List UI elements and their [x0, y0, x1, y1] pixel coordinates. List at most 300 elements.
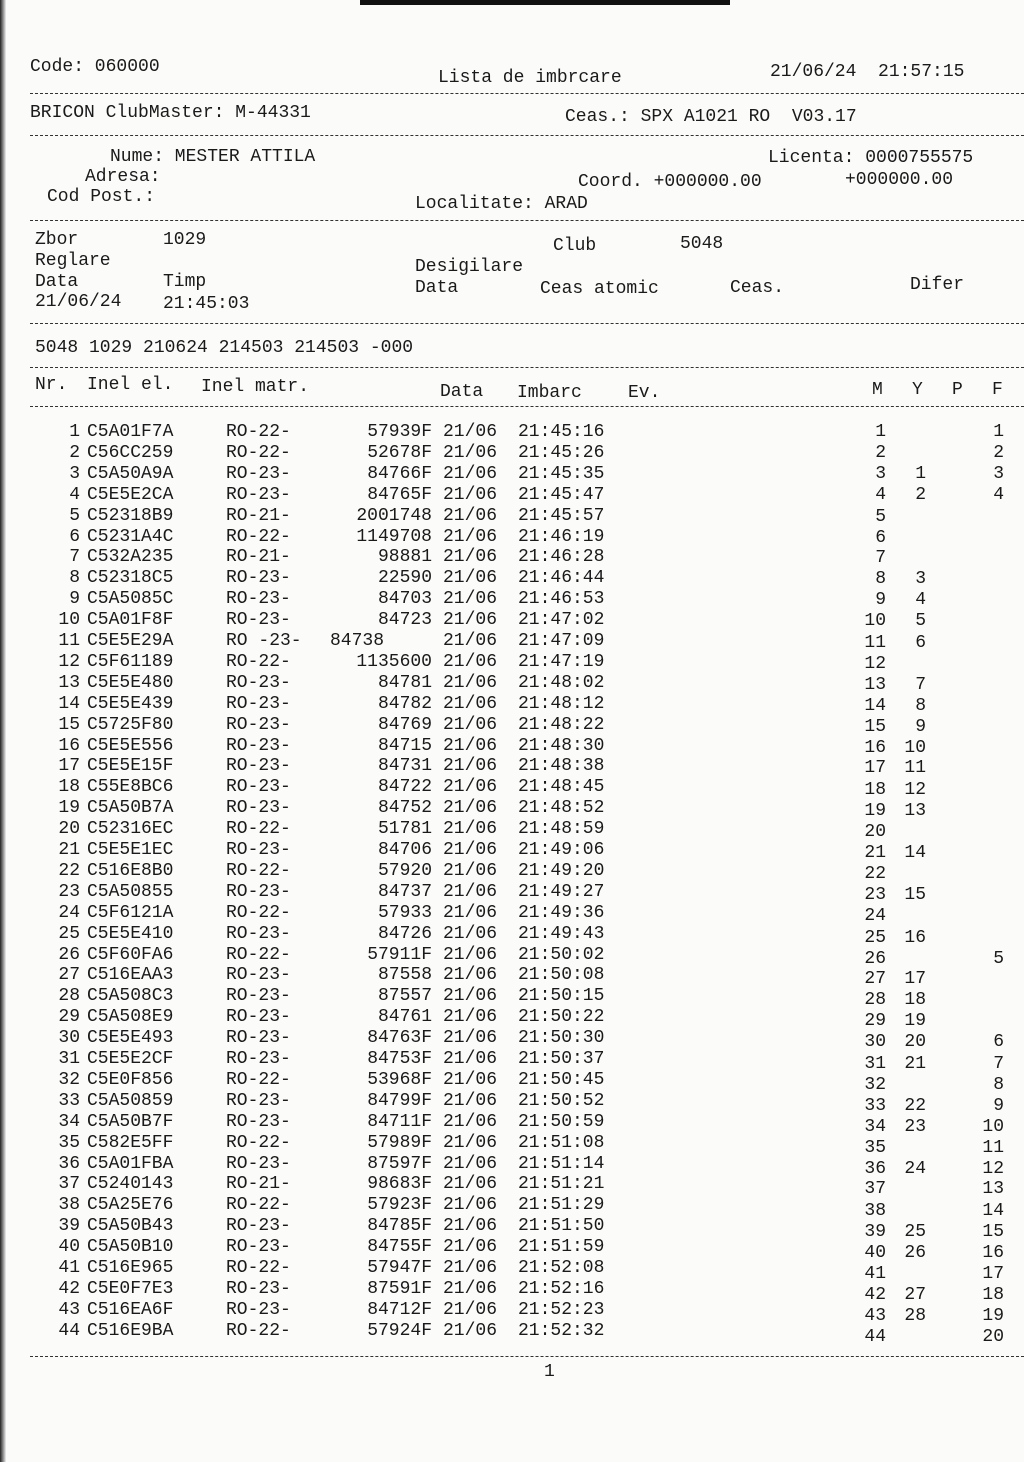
row-nr: 35 — [58, 1132, 80, 1153]
rank-f: 1 — [993, 422, 1004, 442]
ring-number: 84715 — [377, 735, 432, 756]
arrival-time: 21:49:27 — [518, 881, 605, 902]
arrival-date: 21/06 — [443, 1069, 498, 1090]
table-row — [0, 798, 1024, 822]
table-row — [0, 485, 1024, 505]
ring-number: 57911F — [367, 944, 432, 965]
ring-number: 84712F — [367, 1299, 432, 1320]
rank-m: 9 — [875, 590, 886, 611]
arrival-time: 21:50:37 — [518, 1049, 605, 1069]
table-row — [0, 1320, 1024, 1347]
arrival-date: 21/06 — [443, 442, 498, 463]
arrival-date: 21/06 — [443, 860, 498, 881]
clock-label: Ceas. — [730, 278, 785, 298]
row-nr: 4 — [69, 484, 80, 505]
table-row — [0, 777, 1024, 801]
arrival-time: 21:52:32 — [518, 1320, 605, 1341]
arrival-date: 21/06 — [443, 672, 498, 693]
ring-electronic: C5E5E29A — [87, 631, 174, 651]
col-imbarc: Imbarc — [517, 383, 582, 403]
ring-electronic: C5E5E556 — [87, 735, 174, 756]
arrival-date: 21/06 — [443, 1174, 498, 1195]
ring-prefix: RO-23- — [226, 965, 291, 986]
table-row — [0, 1153, 1024, 1179]
table-row — [0, 527, 1024, 547]
row-nr: 29 — [58, 1007, 80, 1028]
ring-number: 84763F — [367, 1028, 432, 1049]
arrival-time: 21:49:06 — [518, 840, 605, 860]
rank-m: 6 — [875, 527, 886, 548]
ring-electronic: C5E5E15F — [87, 756, 174, 777]
rank-m: 14 — [864, 695, 886, 716]
arrival-time: 21:48:38 — [518, 756, 605, 777]
rank-m: 38 — [864, 1201, 886, 1222]
arrival-time: 21:50:52 — [518, 1090, 605, 1111]
table-row — [0, 965, 1024, 990]
rank-m: 19 — [864, 801, 886, 822]
row-nr: 12 — [58, 651, 80, 672]
summary-line: 5048 1029 210624 214503 214503 -000 — [35, 338, 414, 358]
row-nr: 5 — [69, 505, 80, 526]
divider — [30, 135, 1024, 136]
col-p: P — [952, 380, 963, 400]
rank-m: 39 — [864, 1222, 886, 1243]
rank-y: 13 — [904, 801, 926, 822]
postal-code-label: Cod Post.: — [47, 187, 156, 207]
ring-number: 53968F — [367, 1069, 432, 1090]
rank-f: 16 — [982, 1243, 1004, 1264]
arrival-time: 21:50:59 — [518, 1111, 605, 1132]
ring-number: 51781 — [377, 819, 432, 840]
atomic-clock-label: Ceas atomic — [540, 279, 659, 299]
rank-m: 44 — [864, 1326, 886, 1347]
row-nr: 14 — [58, 693, 80, 714]
table-row — [0, 1111, 1024, 1137]
row-nr: 42 — [58, 1278, 80, 1299]
rank-m: 16 — [864, 737, 886, 758]
table-row — [0, 464, 1024, 484]
clubmaster: BRICON ClubMaster: M-44331 — [30, 103, 311, 123]
rank-y: 17 — [904, 969, 926, 990]
ring-number: 84755F — [367, 1237, 432, 1258]
ring-electronic: C5F61189 — [87, 651, 174, 672]
arrival-time: 21:48:22 — [518, 714, 605, 735]
ring-prefix: RO-23- — [226, 1153, 291, 1174]
ring-prefix: RO-23- — [226, 840, 291, 860]
date-label: Data — [35, 272, 79, 292]
arrival-date: 21/06 — [443, 1049, 498, 1069]
rank-y: 3 — [915, 569, 926, 590]
ring-prefix: RO-21- — [226, 547, 291, 568]
ring-electronic: C516EAA3 — [87, 965, 174, 986]
arrival-date: 21/06 — [443, 526, 498, 547]
ring-number: 2001748 — [356, 505, 432, 526]
arrival-time: 21:47:02 — [518, 610, 605, 631]
ring-number: 57939F — [367, 422, 432, 442]
ring-number: 57923F — [367, 1195, 432, 1216]
arrival-date: 21/06 — [443, 1299, 498, 1320]
ring-electronic: C5A01F7A — [87, 422, 174, 442]
rank-m: 21 — [864, 843, 886, 863]
ring-electronic: C5A50859 — [87, 1090, 174, 1111]
row-nr: 6 — [69, 526, 80, 547]
ring-prefix: RO-23- — [226, 610, 291, 631]
ring-electronic: C5A508E9 — [87, 1007, 174, 1028]
rank-y: 10 — [904, 737, 926, 758]
ring-prefix: RO-23- — [226, 986, 291, 1007]
rank-y: 28 — [904, 1305, 926, 1326]
rank-f: 8 — [993, 1074, 1004, 1095]
rank-m: 27 — [864, 969, 886, 990]
ring-prefix: RO-23- — [226, 923, 291, 944]
ring-prefix: RO-22- — [226, 902, 291, 923]
row-nr: 17 — [58, 756, 80, 777]
table-row — [0, 840, 1024, 863]
row-nr: 13 — [58, 672, 80, 693]
row-nr: 22 — [58, 860, 80, 881]
arrival-time: 21:50:08 — [518, 965, 605, 986]
ring-number: 52678F — [367, 442, 432, 463]
table-row — [0, 610, 1024, 630]
ring-electronic: C516E965 — [87, 1258, 174, 1278]
table-row — [0, 736, 1024, 756]
ring-electronic: C5E0F856 — [87, 1069, 174, 1090]
ring-electronic: C5A50855 — [87, 881, 174, 902]
table-row — [0, 944, 1024, 969]
ring-electronic: C5A508C3 — [87, 986, 174, 1007]
arrival-date: 21/06 — [443, 798, 498, 819]
row-nr: 39 — [58, 1216, 80, 1237]
ring-number: 87557 — [377, 986, 432, 1007]
ring-number: 87597F — [367, 1153, 432, 1174]
row-nr: 2 — [69, 442, 80, 463]
arrival-time: 21:48:45 — [518, 777, 605, 798]
rank-m: 12 — [864, 653, 886, 674]
rank-y: 25 — [904, 1222, 926, 1243]
arrival-date: 21/06 — [443, 610, 498, 631]
rank-f: 7 — [993, 1054, 1004, 1074]
ring-number: 87558 — [377, 965, 432, 986]
club-label: Club — [553, 236, 597, 256]
rank-y: 4 — [915, 590, 926, 611]
ring-electronic: C582E5FF — [87, 1132, 174, 1153]
table-row — [0, 652, 1024, 672]
col-y: Y — [912, 380, 923, 400]
flight-number: 1029 — [163, 230, 207, 250]
rank-f: 2 — [993, 442, 1004, 463]
rank-m: 43 — [864, 1305, 886, 1326]
rank-m: 34 — [864, 1116, 886, 1137]
rank-y: 7 — [915, 674, 926, 695]
arrival-time: 21:45:26 — [518, 442, 605, 463]
row-nr: 20 — [58, 819, 80, 840]
arrival-date: 21/06 — [443, 422, 498, 442]
ring-number: 84753F — [367, 1049, 432, 1069]
ring-prefix: RO-23- — [226, 1049, 291, 1069]
ring-prefix: RO-23- — [226, 693, 291, 714]
ring-prefix: RO-22- — [226, 944, 291, 965]
row-nr: 26 — [58, 944, 80, 965]
table-row — [0, 673, 1024, 693]
row-nr: 33 — [58, 1090, 80, 1111]
ring-prefix: RO-23- — [226, 568, 291, 589]
col-nr: Nr. — [35, 375, 68, 395]
coordinates-2: +000000.00 — [845, 170, 954, 190]
rank-m: 17 — [864, 758, 886, 779]
ring-prefix: RO-23- — [226, 1111, 291, 1132]
table-row — [0, 860, 1024, 884]
rank-y: 26 — [904, 1243, 926, 1264]
arrival-date: 21/06 — [443, 631, 498, 651]
table-row — [0, 1090, 1024, 1116]
rank-f: 12 — [982, 1158, 1004, 1179]
ring-electronic: C52316EC — [87, 819, 174, 840]
rank-m: 41 — [864, 1264, 886, 1284]
arrival-time: 21:51:08 — [518, 1132, 605, 1153]
rank-f: 10 — [982, 1116, 1004, 1137]
rank-y: 27 — [904, 1284, 926, 1305]
ring-electronic: C532A235 — [87, 547, 174, 568]
row-nr: 15 — [58, 714, 80, 735]
table-row — [0, 1278, 1024, 1305]
ring-prefix: RO-23- — [226, 1278, 291, 1299]
rank-y: 16 — [904, 927, 926, 948]
rank-m: 25 — [864, 927, 886, 948]
rank-m: 11 — [864, 633, 886, 653]
ring-number: 57933 — [377, 902, 432, 923]
row-nr: 27 — [58, 965, 80, 986]
rank-y: 15 — [904, 884, 926, 905]
rank-f: 14 — [982, 1201, 1004, 1222]
ring-prefix: RO-23- — [226, 672, 291, 693]
rank-f: 13 — [982, 1179, 1004, 1200]
rank-m: 5 — [875, 506, 886, 527]
rank-y: 19 — [904, 1011, 926, 1032]
ring-electronic: C56CC259 — [87, 442, 174, 463]
rank-f: 5 — [993, 948, 1004, 969]
ring-prefix: RO-23- — [226, 1299, 291, 1320]
ring-number: 84752 — [377, 798, 432, 819]
rank-y: 21 — [904, 1054, 926, 1074]
ring-electronic: C5240143 — [87, 1174, 174, 1195]
page-title: Lista de imbrcare — [438, 68, 622, 88]
row-nr: 32 — [58, 1069, 80, 1090]
rank-f: 3 — [993, 463, 1004, 484]
ring-electronic: C5A50B10 — [87, 1237, 174, 1258]
arrival-time: 21:51:14 — [518, 1153, 605, 1174]
arrival-date: 21/06 — [443, 881, 498, 902]
arrival-date: 21/06 — [443, 1216, 498, 1237]
print-datetime: 21/06/24 21:57:15 — [770, 62, 965, 82]
rank-m: 33 — [864, 1095, 886, 1116]
table-row — [0, 1195, 1024, 1222]
unsealing-label: Desigilare — [415, 257, 524, 277]
rank-m: 42 — [864, 1284, 886, 1305]
ring-prefix: RO-22- — [226, 1320, 291, 1341]
rank-f: 17 — [982, 1264, 1004, 1284]
ring-prefix: RO-22- — [226, 1195, 291, 1216]
arrival-time: 21:49:43 — [518, 923, 605, 944]
ring-electronic: C5A50B43 — [87, 1216, 174, 1237]
ring-prefix: RO-22- — [226, 1258, 291, 1278]
arrival-date: 21/06 — [443, 568, 498, 589]
rank-y: 18 — [904, 990, 926, 1011]
table-row — [0, 1132, 1024, 1158]
ring-prefix: RO -23- — [226, 631, 302, 651]
ring-prefix: RO-23- — [226, 1237, 291, 1258]
rank-f: 6 — [993, 1032, 1004, 1053]
row-nr: 41 — [58, 1258, 80, 1278]
row-nr: 1 — [69, 422, 80, 442]
table-row — [0, 923, 1024, 948]
divider — [30, 1356, 1024, 1357]
table-row — [0, 568, 1024, 588]
ring-electronic: C5E5E439 — [87, 693, 174, 714]
rank-f: 11 — [982, 1137, 1004, 1158]
arrival-time: 21:51:59 — [518, 1237, 605, 1258]
ring-number: 84765F — [367, 484, 432, 505]
ring-number: 84766F — [367, 463, 432, 484]
ring-number: 84723 — [377, 610, 432, 631]
table-row — [0, 715, 1024, 735]
arrival-date: 21/06 — [443, 505, 498, 526]
row-nr: 19 — [58, 798, 80, 819]
arrival-time: 21:50:22 — [518, 1007, 605, 1028]
setting-date: 21/06/24 — [35, 292, 122, 312]
rank-m: 30 — [864, 1032, 886, 1053]
row-nr: 10 — [58, 610, 80, 631]
arrival-date: 21/06 — [443, 693, 498, 714]
arrival-time: 21:48:12 — [518, 693, 605, 714]
table-row — [0, 631, 1024, 651]
table-row — [0, 902, 1024, 926]
ring-prefix: RO-22- — [226, 651, 291, 672]
rank-f: 18 — [982, 1284, 1004, 1305]
rank-y: 5 — [915, 611, 926, 632]
row-nr: 7 — [69, 547, 80, 568]
setting-label: Reglare — [35, 251, 111, 271]
rank-m: 3 — [875, 463, 886, 484]
table-row — [0, 1174, 1024, 1200]
arrival-time: 21:51:50 — [518, 1216, 605, 1237]
row-nr: 34 — [58, 1111, 80, 1132]
ring-electronic: C55E8BC6 — [87, 777, 174, 798]
arrival-date: 21/06 — [443, 1258, 498, 1278]
arrival-time: 21:51:21 — [518, 1174, 605, 1195]
ring-number: 1135600 — [356, 651, 432, 672]
arrival-date: 21/06 — [443, 965, 498, 986]
ring-electronic: C516E8B0 — [87, 860, 174, 881]
rank-m: 26 — [864, 948, 886, 969]
ring-electronic: C5A5085C — [87, 589, 174, 610]
arrival-date: 21/06 — [443, 484, 498, 505]
ring-number: 57924F — [367, 1320, 432, 1341]
ring-electronic: C5E5E2CF — [87, 1049, 174, 1069]
rank-f: 15 — [982, 1222, 1004, 1243]
club-number: 5048 — [680, 234, 724, 254]
arrival-time: 21:50:15 — [518, 986, 605, 1007]
arrival-time: 21:46:53 — [518, 589, 605, 610]
row-nr: 8 — [69, 568, 80, 589]
ring-prefix: RO-22- — [226, 860, 291, 881]
rank-m: 22 — [864, 863, 886, 884]
ring-electronic: C52318C5 — [87, 568, 174, 589]
row-nr: 9 — [69, 589, 80, 610]
ring-prefix: RO-23- — [226, 777, 291, 798]
arrival-date: 21/06 — [443, 714, 498, 735]
ring-prefix: RO-21- — [226, 1174, 291, 1195]
ring-prefix: RO-23- — [226, 463, 291, 484]
table-row — [0, 881, 1024, 905]
row-nr: 40 — [58, 1237, 80, 1258]
rank-m: 40 — [864, 1243, 886, 1264]
arrival-date: 21/06 — [443, 589, 498, 610]
divider — [30, 323, 1024, 324]
row-nr: 23 — [58, 881, 80, 902]
table-row — [0, 756, 1024, 779]
arrival-time: 21:48:30 — [518, 735, 605, 756]
col-inel-matr: Inel matr. — [201, 377, 310, 397]
ring-number: 57989F — [367, 1132, 432, 1153]
table-row — [0, 1069, 1024, 1095]
rank-m: 8 — [875, 569, 886, 590]
ring-electronic: C5E5E2CA — [87, 484, 174, 505]
address-label: Adresa: — [85, 167, 161, 187]
arrival-date: 21/06 — [443, 1111, 498, 1132]
date-label-2: Data — [415, 278, 459, 298]
arrival-time: 21:51:29 — [518, 1195, 605, 1216]
arrival-time: 21:52:16 — [518, 1278, 605, 1299]
ring-prefix: RO-22- — [226, 442, 291, 463]
ring-prefix: RO-21- — [226, 505, 291, 526]
ring-prefix: RO-23- — [226, 756, 291, 777]
rank-m: 35 — [864, 1137, 886, 1158]
rank-m: 36 — [864, 1158, 886, 1179]
table-row — [0, 506, 1024, 526]
ring-number: 84761 — [377, 1007, 432, 1028]
rank-y: 9 — [915, 716, 926, 737]
rank-y: 1 — [915, 463, 926, 484]
rank-y: 8 — [915, 695, 926, 716]
ring-electronic: C516EA6F — [87, 1299, 174, 1320]
rank-m: 13 — [864, 674, 886, 695]
rank-y: 24 — [904, 1158, 926, 1179]
locality: Localitate: ARAD — [415, 194, 588, 214]
ring-number: 57947F — [367, 1258, 432, 1278]
rank-m: 15 — [864, 716, 886, 737]
table-row — [0, 694, 1024, 714]
difference-label: Difer — [910, 275, 965, 295]
ring-prefix: RO-23- — [226, 735, 291, 756]
rank-y: 22 — [904, 1095, 926, 1116]
ring-electronic: C5E5E493 — [87, 1028, 174, 1049]
ring-prefix: RO-22- — [226, 819, 291, 840]
rank-m: 24 — [864, 905, 886, 926]
arrival-date: 21/06 — [443, 463, 498, 484]
arrival-date: 21/06 — [443, 819, 498, 840]
table-row — [0, 443, 1024, 463]
row-nr: 18 — [58, 777, 80, 798]
row-nr: 28 — [58, 986, 80, 1007]
ring-prefix: RO-22- — [226, 422, 291, 442]
ring-number: 87591F — [367, 1278, 432, 1299]
ring-electronic: C5E5E480 — [87, 672, 174, 693]
arrival-time: 21:46:44 — [518, 568, 605, 589]
clock-info: Ceas.: SPX A1021 RO V03.17 — [565, 107, 857, 127]
row-nr: 44 — [58, 1320, 80, 1341]
table-row — [0, 1258, 1024, 1284]
ring-number: 84799F — [367, 1090, 432, 1111]
